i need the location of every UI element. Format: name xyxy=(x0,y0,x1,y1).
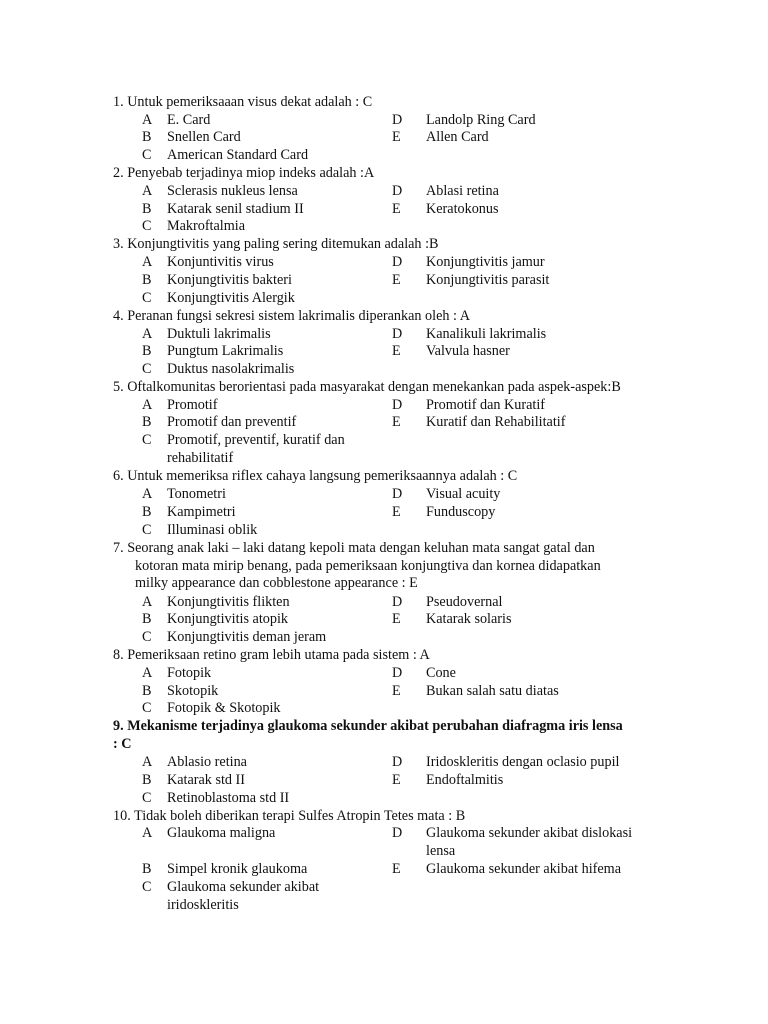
option-text: Glaukoma sekunder akibat dislokasi xyxy=(426,825,633,841)
option-text: Promotif dan Kuratif xyxy=(426,397,545,413)
option-text: Kampimetri xyxy=(167,504,236,520)
option-letter: C xyxy=(142,879,152,895)
option-letter: C xyxy=(142,629,152,645)
option-text: Simpel kronik glaukoma xyxy=(167,861,308,877)
option-letter: B xyxy=(142,683,152,699)
option-letter: B xyxy=(142,772,152,788)
option-letter: C xyxy=(142,522,152,538)
option-letter: A xyxy=(142,254,153,270)
question-9-stem: 9. Mekanisme terjadinya glaukoma sekunder akibat perubahan diafragma iris lensa xyxy=(113,718,623,734)
option-text: Pungtum Lakrimalis xyxy=(167,343,284,359)
question-7-stem: 7. Seorang anak laki – laki datang kepoli mata dengan keluhan mata sangat gatal dan xyxy=(113,540,595,556)
option-letter: C xyxy=(142,361,152,377)
option-letter: B xyxy=(142,129,152,145)
option-text: Keratokonus xyxy=(426,201,499,217)
option-text: Glaukoma maligna xyxy=(167,825,276,841)
option-letter: B xyxy=(142,861,152,877)
option-text: Allen Card xyxy=(426,129,489,145)
option-text: Cone xyxy=(426,665,456,681)
option-letter: E xyxy=(392,201,401,217)
option-text: E. Card xyxy=(167,112,211,128)
question-7-stem: milky appearance dan cobblestone appearance : E xyxy=(135,575,418,591)
option-letter: A xyxy=(142,486,153,502)
option-letter: C xyxy=(142,432,152,448)
option-letter: D xyxy=(392,112,403,128)
option-text: Makroftalmia xyxy=(167,218,246,234)
option-letter: A xyxy=(142,594,153,610)
option-letter: B xyxy=(142,504,152,520)
option-text: Ablasi retina xyxy=(426,183,499,199)
option-text: Konjungtivitis atopik xyxy=(167,611,288,627)
option-text: Duktuli lakrimalis xyxy=(167,326,271,342)
option-text: Duktus nasolakrimalis xyxy=(167,361,295,377)
option-text: Konjungtivitis deman jeram xyxy=(167,629,327,645)
option-letter: D xyxy=(392,754,403,770)
option-letter: A xyxy=(142,112,153,128)
option-letter: D xyxy=(392,397,403,413)
option-text: Katarak std II xyxy=(167,772,245,788)
option-text: rehabilitatif xyxy=(167,450,234,466)
option-text: Promotif dan preventif xyxy=(167,414,297,430)
option-letter: D xyxy=(392,665,403,681)
option-text: Tonometri xyxy=(167,486,226,502)
option-letter: B xyxy=(142,414,152,430)
option-letter: C xyxy=(142,290,152,306)
option-text: Ablasio retina xyxy=(167,754,247,770)
option-text: Bukan salah satu diatas xyxy=(426,683,559,699)
option-letter: D xyxy=(392,825,403,841)
option-text: Snellen Card xyxy=(167,129,241,145)
option-letter: E xyxy=(392,504,401,520)
option-letter: D xyxy=(392,486,403,502)
option-text: Endoftalmitis xyxy=(426,772,504,788)
question-4-stem: 4. Peranan fungsi sekresi sistem lakrimalis diperankan oleh : A xyxy=(113,308,470,324)
option-text: Skotopik xyxy=(167,683,219,699)
option-letter: D xyxy=(392,594,403,610)
option-text: Promotif, preventif, kuratif dan xyxy=(167,432,345,448)
question-3-stem: 3. Konjungtivitis yang paling sering ditemukan adalah :B xyxy=(113,236,439,252)
option-letter: A xyxy=(142,825,153,841)
option-letter: A xyxy=(142,183,153,199)
option-letter: E xyxy=(392,414,401,430)
option-letter: C xyxy=(142,218,152,234)
option-letter: E xyxy=(392,129,401,145)
question-7-stem: kotoran mata mirip benang, pada pemeriksaan konjungtiva dan kornea didapatkan xyxy=(135,558,601,574)
option-letter: E xyxy=(392,272,401,288)
option-letter: C xyxy=(142,790,152,806)
option-letter: A xyxy=(142,665,153,681)
option-text: Konjungtivitis jamur xyxy=(426,254,545,270)
option-text: American Standard Card xyxy=(167,147,309,163)
option-text: Fotopik & Skotopik xyxy=(167,700,281,716)
option-letter: D xyxy=(392,183,403,199)
option-text: Kuratif dan Rehabilitatif xyxy=(426,414,566,430)
option-text: Funduscopy xyxy=(426,504,496,520)
option-text: Konjungtivitis bakteri xyxy=(167,272,292,288)
option-text: Konjungtivitis flikten xyxy=(167,594,290,610)
option-text: Konjungtivitis Alergik xyxy=(167,290,295,306)
question-10-stem: 10. Tidak boleh diberikan terapi Sulfes Atropin Tetes mata : B xyxy=(113,808,466,824)
question-6-stem: 6. Untuk memeriksa riflex cahaya langsung pemeriksaannya adalah : C xyxy=(113,468,518,484)
option-letter: A xyxy=(142,397,153,413)
option-text: Katarak senil stadium II xyxy=(167,201,304,217)
option-text: Sclerasis nukleus lensa xyxy=(167,183,298,199)
option-letter: D xyxy=(392,254,403,270)
option-text: Landolp Ring Card xyxy=(426,112,536,128)
option-letter: B xyxy=(142,272,152,288)
question-9-stem: : C xyxy=(113,736,132,752)
option-letter: E xyxy=(392,772,401,788)
option-text: Illuminasi oblik xyxy=(167,522,258,538)
option-letter: E xyxy=(392,683,401,699)
option-text: iridoskleritis xyxy=(167,897,239,913)
option-letter: C xyxy=(142,700,152,716)
option-letter: B xyxy=(142,343,152,359)
question-2-stem: 2. Penyebab terjadinya miop indeks adalah :A xyxy=(113,165,375,181)
option-text: Konjuntivitis virus xyxy=(167,254,274,270)
option-letter: E xyxy=(392,343,401,359)
option-text: Valvula hasner xyxy=(426,343,510,359)
option-letter: D xyxy=(392,326,403,342)
option-letter: B xyxy=(142,611,152,627)
option-letter: B xyxy=(142,201,152,217)
option-text: lensa xyxy=(426,843,456,859)
question-8-stem: 8. Pemeriksaan retino gram lebih utama pada sistem : A xyxy=(113,647,430,663)
option-text: Iridoskleritis dengan oclasio pupil xyxy=(426,754,620,770)
option-letter: A xyxy=(142,326,153,342)
question-5-stem: 5. Oftalkomunitas berorientasi pada masyarakat dengan menekankan pada aspek-aspek:B xyxy=(113,379,621,395)
option-letter: E xyxy=(392,861,401,877)
option-text: Glaukoma sekunder akibat xyxy=(167,879,320,895)
option-text: Katarak solaris xyxy=(426,611,512,627)
option-letter: C xyxy=(142,147,152,163)
option-text: Kanalikuli lakrimalis xyxy=(426,326,547,342)
option-text: Promotif xyxy=(167,397,218,413)
option-text: Visual acuity xyxy=(426,486,501,502)
option-text: Fotopik xyxy=(167,665,212,681)
option-text: Glaukoma sekunder akibat hifema xyxy=(426,861,622,877)
option-letter: E xyxy=(392,611,401,627)
option-text: Retinoblastoma std II xyxy=(167,790,290,806)
option-text: Pseudovernal xyxy=(426,594,503,610)
option-text: Konjungtivitis parasit xyxy=(426,272,550,288)
question-1-stem: 1. Untuk pemeriksaaan visus dekat adalah : C xyxy=(113,94,373,110)
option-letter: A xyxy=(142,754,153,770)
